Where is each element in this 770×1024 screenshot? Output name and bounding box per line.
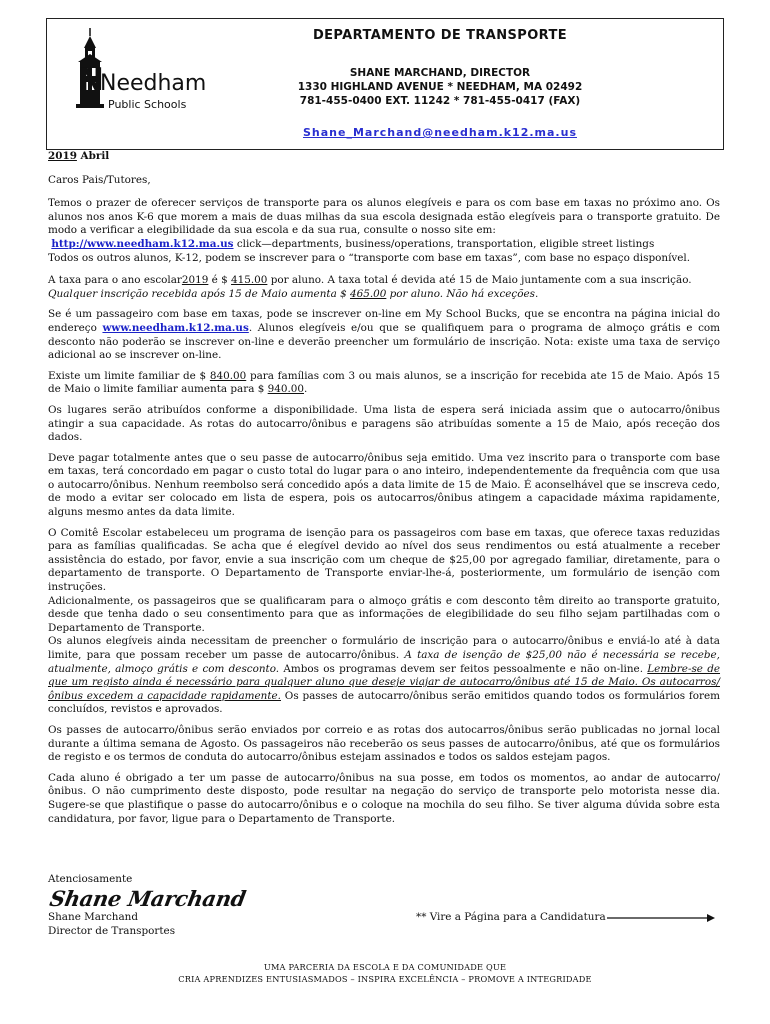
phone-line: 781-455-0400 EXT. 11242 * 781-455-0417 (FAX) (299, 95, 581, 107)
department-title: DEPARTAMENTO DE TRANSPORTE (312, 28, 568, 43)
logo-name: Needham (100, 71, 207, 96)
salutation: Caros Pais/Tutores, (48, 173, 151, 186)
arrow-right-icon (607, 912, 717, 924)
paragraph-seats: Os lugares serão atribuídos conforme a disponibilidade. Uma lista de espera será iniciada assim que o autocarro/ônibus atingir a sua capacidade. As rotas do autocarro/ônibus e paragens são atribuídas somente a 15 de Maio, após receção dos dados. (48, 403, 720, 444)
paragraph-passes: Os passes de autocarro/ônibus serão enviados por correio e as rotas dos autocarros/ônibus serão publicadas no jornal local durante a última semana de Agosto. Os passageiros não receberão os seus passes de autocarro/ônibus, até que os formulários de registo e os termos de conduta do autocarro/ônibus estejam assinados e todos os saldos estejam pagos. (48, 723, 720, 764)
schoolhouse-icon (74, 28, 207, 114)
footer-line-1: UMA PARCERIA DA ESCOLA E DA COMUNIDADE QUE (263, 962, 507, 972)
logo-letter: N (78, 62, 104, 98)
paragraph-exemption: O Comitê Escolar estabeleceu um programa de isenção para os passageiros com base em taxas, que oferece taxas reduzidas para as famílias qualificadas. Se acha que é elegível devido ao nível dos seus rendimentos ou está atualmente a receber assistência do estado, por favor, envie a sua inscrição com um cheque de $25,00 por agregado familiar, diretamente, para o departamento de transporte. O Departamento de Transporte enviar-lhe-á, posteriormente, um formulário de isenção com instruções. Adicionalmente, os passageiros que se qualificaram para o almoço grátis e com desconto têm direito ao transporte gratuito, desde que tenha dado o seu consentimento para que as informações de elegibilidade do seu filho sejam partilhadas com o Departamento de Transporte. Os alunos elegíveis ainda necessitam de preencher o formulário de inscrição para o autocarro/ônibus e enviá-lo até à data limite, para que possam receber um passe de autocarro/ônibus. A taxa de isenção de $25,00 não é necessária se recebe, atualmente, almoço grátis e com desconto. Ambos os programas devem ser feitos pessoalmente e não on-line. Lembre-se de que um registo ainda é necessário para qualquer aluno que deseje viajar de autocarro/ônibus até 15 de Maio. Os autocarros/ônibus excedem a capacidade rapidamente. Os passes de autocarro/ônibus serão emitidos quando todos os formulários forem concluídos, revistos e aprovados. (48, 526, 721, 716)
paragraph-fee: A taxa para o ano escolar2019 é $ 415.00 por aluno. A taxa total é devida até 15 de Maio juntamente com a sua inscrição. Qualquer inscrição recebida após 15 de Maio aumenta $ 465.00 por aluno. Não há exceções. (48, 274, 692, 300)
needham-logo (74, 28, 207, 114)
paragraph-payment: Deve pagar totalmente antes que o seu passe de autocarro/ônibus seja emitido. Uma vez inscrito para o transporte com base em taxas, terá concordado em pagar o custo total do lugar para o ano inteiro, independentemente da frequência com que usa o autocarro/ônibus. Nenhum reembolso será concedido após a data limite de 15 de Maio. É aconselhável que se inscreva cedo, de modo a evitar ser colocado em lista de espera, pois os autocarros/ônibus atingem a capacidade máxima rapidamente, alguns mesmo antes da data limite. (48, 451, 720, 519)
address-line: 1330 HIGHLAND AVENUE * NEEDHAM, MA 02492 (297, 81, 583, 93)
signature: Shane Marchand (47, 886, 248, 911)
paragraph-family-limit: Existe um limite familiar de $ 840.00 para famílias com 3 ou mais alunos, se a inscrição for recebida ate 15 de Maio. Após 15 de Maio o limite familiar aumenta para $ 940.00. (48, 369, 720, 396)
logo-subtitle: Public Schools (108, 98, 187, 111)
footer-line-2: CRIA APRENDIZES ENTUSIASMADOS – INSPIRA EXCELÊNCIA – PROMOVE A INTEGRIDADE (178, 974, 592, 984)
signer-role: Director de Transportes (48, 925, 176, 937)
letter-body (48, 150, 720, 833)
email-link[interactable]: Shane_Marchand@needham.k12.ma.us (302, 126, 577, 139)
needham-site-link-2[interactable]: www.needham.k12.ma.us (102, 321, 249, 334)
date-line: 2019 Abril (48, 150, 110, 162)
closing-regards: Atenciosamente (48, 873, 133, 885)
closing-block (48, 872, 728, 938)
director-line: SHANE MARCHAND, DIRECTOR (349, 67, 531, 79)
turn-page-note: ** Vire a Página para a Candidatura (416, 911, 606, 923)
signer-name: Shane Marchand (48, 911, 138, 923)
paragraph-requirement: Cada aluno é obrigado a ter um passe de autocarro/ônibus na sua posse, em todos os momentos, ao andar de autocarro/ônibus. O não cumprimento deste disposto, pode resultar na negação do serviço de transporte pelo motorista nesse dia. Sugere-se que plastifique o passe do autocarro/ônibus e o coloque na mochila do seu filho. Se tiver alguma dúvida sobre esta candidatura, por favor, ligue para o Departamento de Transporte. (48, 771, 720, 825)
needham-site-link[interactable]: http://www.needham.k12.ma.us (51, 237, 234, 250)
paragraph-online: Se é um passageiro com base em taxas, pode se inscrever on-line em My School Bucks, que se encontra na página inicial do endereço www.needham.k12.ma.us. Alunos elegíveis e/ou que se qualifiquem para o programa de almoço grátis e com desconto não poderão se inscrever on-line e deverão preencher um formulário de inscrição. Nota: existe uma taxa de serviço adicional ao se inscrever on-line. (48, 308, 720, 362)
paragraph-eligibility: Temos o prazer de oferecer serviços de transporte para os alunos elegíveis e para os com base em taxas no próximo ano. Os alunos nos anos K-6 que morem a mais de duas milhas da sua escola designada estão elegíveis para o transporte gratuito. De modo a verificar a elegibilidade da sua escola e da sua rua, consulte o nosso site em: http://www.needham.k12.ma.us click—departments, business/operations, transportation, eligible street listings Todos os outros alunos, K-12, podem se inscrever para o “transporte com base em taxas”, com base no espaço disponível. (48, 197, 720, 264)
